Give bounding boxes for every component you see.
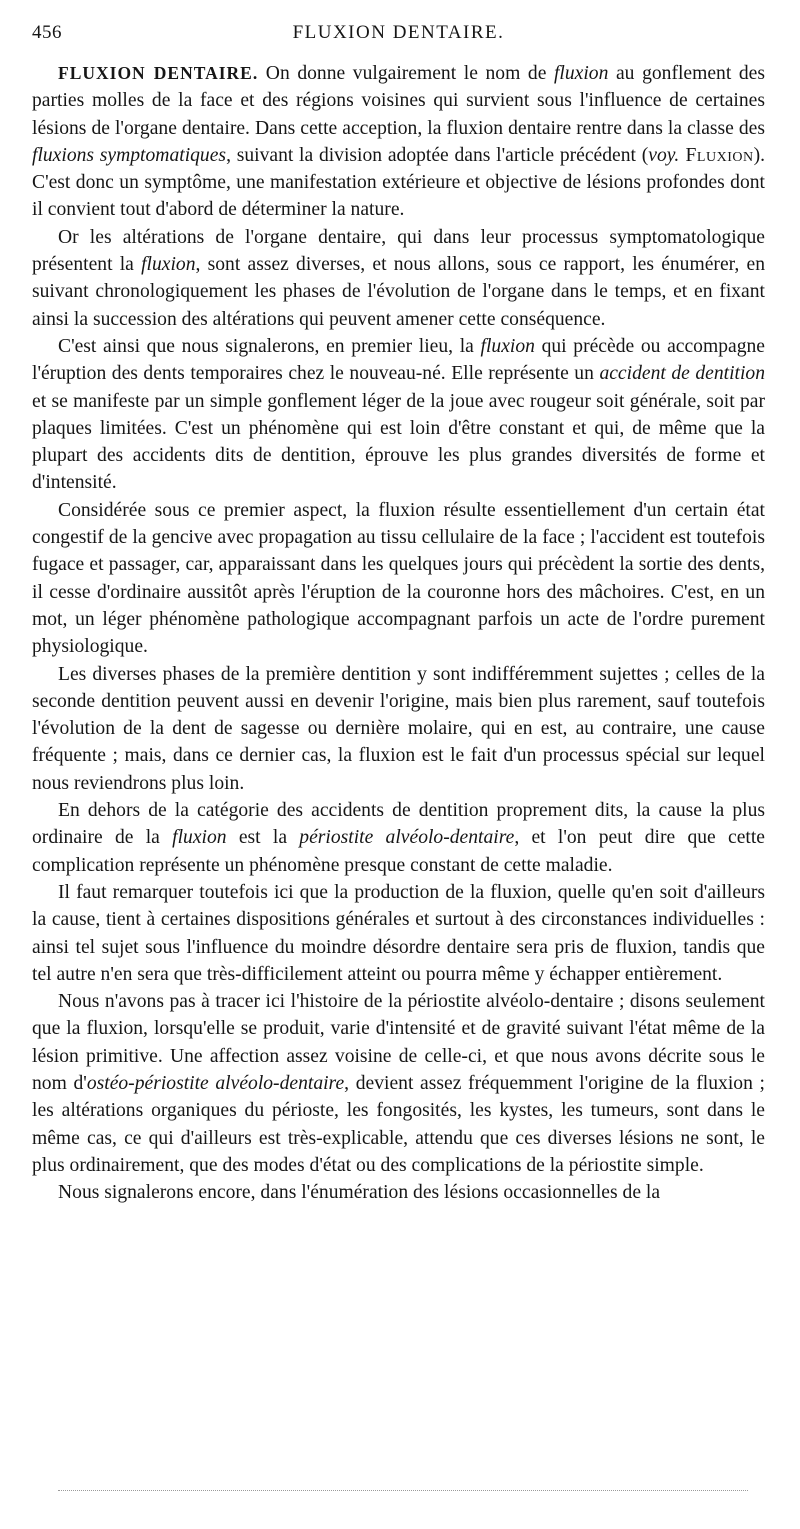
cross-reference: Fluxion bbox=[679, 144, 754, 166]
running-title: FLUXION DENTAIRE. bbox=[292, 22, 505, 43]
text-run: et se manifeste par un simple gonflement léger de la joue avec rougeur soit générale, soit par plaques limitées. C'est un phénomène qui est loin d'être constant et qui, de même que la plupart des accidents dits de dentition, éprouve les plus grandes diversités de forme et d'intensité. bbox=[32, 390, 765, 494]
paragraph-5: Les diverses phases de la première dentition y sont indifféremment sujettes ; celles de la seconde dentition peuvent aussi en devenir l'origine, mais bien plus rarement, sauf toutefois l'évolution de la dent de sagesse ou dernière molaire, qui en est, au contraire, une cause fréquente ; mais, dans ce dernier cas, la fluxion est le fait d'un processus spécial sur lequel nous reviendrons plus loin. bbox=[32, 663, 765, 794]
running-head bbox=[32, 22, 765, 50]
footer-rule bbox=[58, 1490, 748, 1491]
text-run: , suivant la division adoptée dans l'article précédent ( bbox=[226, 144, 649, 166]
text-run: ). C'est donc un symptôme, une manifestation extérieure et objective de lésions profondes dont il convient tout d'abord de déterminer la nature. bbox=[32, 144, 766, 221]
italic-term: fluxion bbox=[172, 827, 227, 849]
text-run: au gonflement des parties molles de la face et des régions voisines qui survient sous l'influence de certaines lésions de l'organe dentaire. Dans cette acception, la fluxion dentaire rentre dans la classe des bbox=[32, 63, 766, 139]
italic-term: fluxion bbox=[141, 254, 196, 276]
paragraph-6 bbox=[32, 797, 765, 879]
text-run: , sont assez diverses, et nous allons, sous ce rapport, les énumérer, en suivant chronologiquement les phases de l'évolution de l'organe dans le temps, et en fixant ainsi la succession des altérations qui peuvent amener cette conséquence. bbox=[32, 254, 765, 330]
text-run: En dehors de la catégorie des accidents de dentition proprement dits, la cause la plus ordinaire de la bbox=[32, 800, 765, 849]
article-lemma: FLUXION DENTAIRE. bbox=[58, 63, 259, 83]
italic-term: périostite alvéolo-dentaire bbox=[299, 827, 515, 849]
text-run: est la bbox=[226, 827, 300, 849]
italic-term: accident de dentition bbox=[599, 363, 766, 385]
paragraph-3 bbox=[32, 333, 765, 497]
paragraph-1 bbox=[32, 60, 765, 224]
italic-term: fluxion bbox=[553, 63, 609, 84]
text-run: qui précède ou accompagne l'éruption des dents temporaires chez le nouveau-né. Elle représente un bbox=[32, 335, 765, 385]
italic-term: fluxion bbox=[480, 335, 535, 357]
paragraph-4: Considérée sous ce premier aspect, la fluxion résulte essentiellement d'un certain état congestif de la gencive avec propagation au tissu cellulaire de la face ; l'accident est toutefois fugace et passager, car, apparaissant dans les quelques jours qui précèdent la sortie des dents, il cesse d'ordinaire aussitôt après l'éruption de la couronne hors des mâchoires. C'est, en un mot, un léger phénomène pathologique accompagnant parfois un acte de l'ordre purement physiologique. bbox=[32, 499, 765, 658]
text-run: On donne vulgairement le nom de bbox=[258, 63, 554, 84]
italic-term: voy. bbox=[648, 144, 680, 166]
text-run: , devient assez fréquemment l'origine de la fluxion ; les altérations organiques du périoste, les fongosités, les kystes, les tumeurs, sont dans le même cas, ce qui d'ailleurs est très-explicable, attendu que ces diverses lésions ne sont, le plus ordinairement, que des modes d'état ou des complications de la périostite simple. bbox=[32, 1072, 765, 1176]
paragraph-2 bbox=[32, 224, 765, 333]
text-run: Or les altérations de l'organe dentaire, qui dans leur processus symptomatologique présentent la bbox=[32, 226, 765, 276]
page bbox=[32, 22, 765, 1206]
article-body bbox=[32, 60, 765, 1206]
page-number: 456 bbox=[32, 22, 62, 43]
paragraph-8 bbox=[32, 988, 765, 1179]
paragraph-9: Nous signalerons encore, dans l'énumération des lésions occasionnelles de la bbox=[58, 1182, 661, 1204]
text-run: C'est ainsi que nous signalerons, en premier lieu, la bbox=[58, 335, 481, 357]
italic-term: ostéo-périostite alvéolo-dentaire bbox=[86, 1072, 345, 1094]
text-run: Nous n'avons pas à tracer ici l'histoire de la périostite alvéolo-dentaire ; disons seulement que la fluxion, lorsqu'elle se produit, varie d'intensité et de gravité suivant l'état même de la lésion primitive. Une affection assez voisine de celle-ci, et que nous avons décrite sous le nom d' bbox=[32, 991, 765, 1094]
text-run: , et l'on peut dire que cette complication représente un phénomène presque constant de cette maladie. bbox=[32, 827, 765, 876]
italic-term: fluxions symptomatiques bbox=[32, 144, 227, 166]
paragraph-7: Il faut remarquer toutefois ici que la production de la fluxion, quelle qu'en soit d'ailleurs la cause, tient à certaines dispositions générales et surtout à des circonstances individuelles : ainsi tel sujet sous l'influence du moindre désordre dentaire sera pris de fluxion, tandis que tel autre n'en sera que très-difficilement atteint ou pourra même y échapper entièrement. bbox=[32, 881, 765, 985]
